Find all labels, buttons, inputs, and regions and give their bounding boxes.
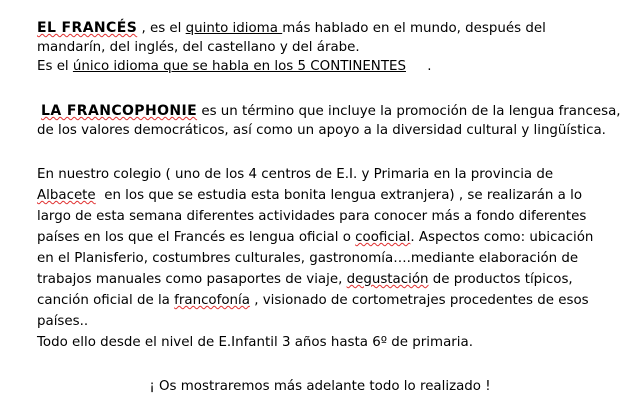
closing-line: ¡ Os mostraremos más adelante todo lo realizado ! bbox=[149, 379, 491, 394]
paragraph-1-line-3: Es el único idioma que se habla en los 5 CONTINENTES . bbox=[37, 59, 432, 74]
albacete-word: Albacete bbox=[37, 188, 96, 203]
heading-el-frances: EL FRANCÉS bbox=[37, 20, 138, 36]
paragraph-3-line-1: En nuestro colegio ( uno de los 4 centros de E.I. y Primaria en la provincia de bbox=[37, 167, 554, 182]
paragraph-3-line-5: en el Planisferio, costumbres culturales, gastronomía….mediante elaboración de bbox=[37, 251, 579, 266]
paragraph-3-line-3: largo de esta semana diferentes actividades para conocer más a fondo diferentes bbox=[37, 209, 587, 224]
francofonia-word: francofonía bbox=[174, 293, 250, 308]
paragraph-3-line-7: canción oficial de la francofonía , visionado de cortometrajes procedentes de esos bbox=[37, 293, 589, 308]
paragraph-3-line-9: Todo ello desde el nivel de E.Infantil 3 años hasta 6º de primaria. bbox=[37, 335, 473, 350]
paragraph-2-line-1: LA FRANCOPHONIE es un término que incluye la promoción de la lengua francesa, bbox=[41, 103, 621, 119]
paragraph-3-line-4: países en los que el Francés es lengua oficial o cooficial. Aspectos como: ubicación bbox=[37, 230, 594, 245]
paragraph-1-line-1: EL FRANCÉS , es el quinto idioma más hablado en el mundo, después del bbox=[37, 20, 546, 36]
cooficial-word: cooficial bbox=[355, 230, 411, 245]
paragraph-3-line-2: Albacete en los que se estudia esta bonita lengua extranjera) , se realizarán a lo bbox=[37, 188, 583, 203]
paragraph-3-line-8: países.. bbox=[37, 314, 89, 329]
underlined-quinto-idioma: quinto idioma bbox=[185, 21, 283, 36]
paragraph-2-line-2: de los valores democráticos, así como un apoyo a la diversidad cultural y lingüística. bbox=[37, 123, 606, 138]
degustacion-word: degustación bbox=[346, 272, 429, 287]
heading-la-francophonie: LA FRANCOPHONIE bbox=[41, 103, 198, 119]
paragraph-1-line-2: mandarín, del inglés, del castellano y del árabe. bbox=[37, 40, 360, 55]
underlined-unico-idioma: único idioma que se habla en los 5 CONTINENTES bbox=[72, 59, 406, 74]
paragraph-3-line-6: trabajos manuales como pasaportes de viaje, degustación de productos típicos, bbox=[37, 272, 573, 287]
